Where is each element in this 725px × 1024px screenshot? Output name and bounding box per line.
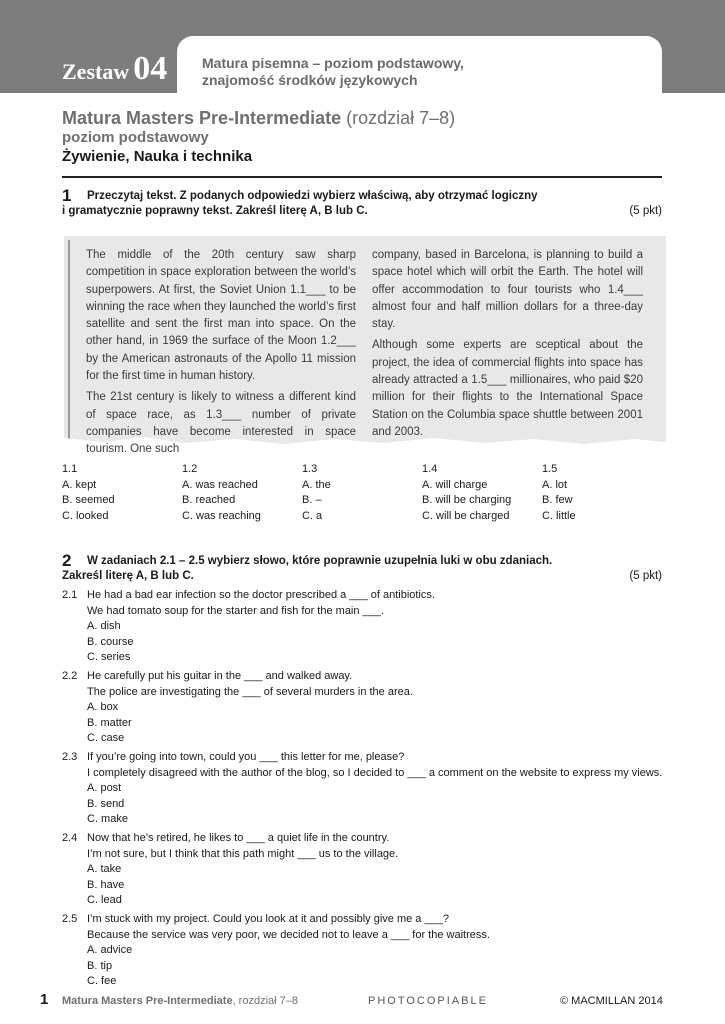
task1-number: 1 bbox=[62, 186, 72, 205]
choice-option-a[interactable]: A. was reached bbox=[182, 478, 258, 491]
question-sentence: If you’re going into town, could you ___ this letter for me, please? bbox=[87, 751, 405, 763]
set-label bbox=[62, 50, 167, 88]
task1-points: (5 pkt) bbox=[629, 205, 662, 217]
choice-option-c[interactable]: C. a bbox=[302, 509, 323, 522]
choice-group-1-5 bbox=[542, 462, 576, 524]
choice-option-c[interactable]: C. little bbox=[542, 509, 576, 522]
question-number: 2.5 bbox=[62, 913, 78, 925]
header-tab bbox=[177, 36, 662, 93]
set-word: Zestaw bbox=[62, 59, 130, 84]
question-2-1 bbox=[62, 588, 435, 666]
question-sentence: We had tomato soup for the starter and fish for the main ___. bbox=[87, 604, 384, 617]
task1-instruction-2: i gramatycznie poprawny tekst. Zakreśl literę A, B lub C. bbox=[62, 205, 368, 217]
question-sentence: I’m stuck with my project. Could you look at it and possibly give me a ___? bbox=[87, 913, 449, 925]
choice-option-c[interactable]: C. make bbox=[87, 813, 128, 825]
question-number: 2.3 bbox=[62, 751, 78, 763]
book-title: Matura Masters Pre-Intermediate bbox=[62, 108, 342, 128]
choice-option-b[interactable]: B. will be charging bbox=[422, 494, 512, 506]
choice-option-b[interactable]: B. matter bbox=[87, 716, 132, 729]
reading-paragraph: Although some experts are sceptical about the project, the idea of commercial flights into space has already attracted a 1.5___ millionaires, who paid $20 million for their flights to the International Space Station on the Columbia space shuttle between 2001 and 2003. bbox=[372, 339, 643, 438]
footer-book-title: Matura Masters Pre-Intermediate bbox=[62, 995, 233, 1007]
chapter-label: (rozdział 7–8) bbox=[346, 108, 456, 128]
page-number: 1 bbox=[40, 991, 49, 1008]
question-sentence: I’m not sure, but I think that this path might ___ us to the village. bbox=[87, 847, 399, 860]
choice-option-b[interactable]: B. seemed bbox=[62, 494, 115, 506]
choice-option-b[interactable]: B. send bbox=[87, 797, 125, 810]
choice-group-1-3 bbox=[302, 462, 331, 524]
reading-paragraph: The 21st century is likely to witness a different kind of space race, as 1.3___ number of private companies have become interested in space tourism. One such bbox=[86, 391, 356, 456]
choice-option-a[interactable]: A. kept bbox=[62, 478, 97, 491]
reading-paragraph: The middle of the 20th century saw sharp competition in space exploration between the world’s superpowers. At first, the Soviet Union 1.1___ to be winning the race when they launched the world’s first satellite and sent the first man into space. On the other hand, in 1969 the surface of the Moon 1.2___ by the American astronauts of the Apollo 11 mission for the first time in human history. bbox=[86, 249, 356, 383]
choice-option-a[interactable]: A. take bbox=[87, 863, 122, 875]
reading-column-left bbox=[86, 247, 356, 463]
question-sentence: He carefully put his guitar in the ___ and walked away. bbox=[87, 670, 353, 682]
header-tab-line2: znajomość środków językowych bbox=[202, 72, 418, 88]
choice-option-a[interactable]: A. the bbox=[302, 478, 331, 491]
choice-number: 1.2 bbox=[182, 463, 198, 475]
reading-paragraph: company, based in Barcelona, is planning to build a space hotel which will orbit the Earth. The hotel will offer accommodation to four tourists who 1.4___ almost four and half million dollars for a three-day stay. bbox=[372, 249, 643, 331]
choice-option-b[interactable]: B. have bbox=[87, 878, 125, 891]
question-sentence: The police are investigating the ___ of several murders in the area. bbox=[87, 685, 413, 698]
header-tab-line1: Matura pisemna – poziom podstawowy, bbox=[202, 55, 464, 71]
topic-label: Żywienie, Nauka i technika bbox=[62, 148, 253, 165]
level-label: poziom podstawowy bbox=[62, 129, 209, 146]
choice-option-c[interactable]: C. lead bbox=[87, 894, 122, 906]
choice-option-a[interactable]: A. dish bbox=[87, 620, 121, 632]
choice-number: 1.1 bbox=[62, 463, 78, 475]
choice-number: 1.4 bbox=[422, 463, 438, 475]
copyright: © MACMILLAN 2014 bbox=[560, 995, 663, 1007]
photocopiable-label: PHOTOCOPIABLE bbox=[368, 995, 488, 1007]
choice-option-a[interactable]: A. advice bbox=[87, 944, 133, 956]
choice-group-1-1 bbox=[62, 462, 115, 524]
question-number: 2.4 bbox=[62, 832, 78, 844]
reading-column-right bbox=[372, 247, 643, 445]
task2-instruction-2: Zakreśl literę A, B lub C. bbox=[62, 570, 194, 582]
question-sentence: Now that he’s retired, he likes to ___ a quiet life in the country. bbox=[87, 832, 390, 844]
question-sentence: He had a bad ear infection so the doctor prescribed a ___ of antibiotics. bbox=[87, 589, 435, 601]
choice-group-1-2 bbox=[182, 462, 261, 524]
choice-option-c[interactable]: C. looked bbox=[62, 509, 109, 522]
choice-option-b[interactable]: B. course bbox=[87, 635, 134, 648]
choice-option-c[interactable]: C. was reaching bbox=[182, 509, 261, 522]
choice-option-a[interactable]: A. lot bbox=[542, 478, 568, 491]
footer-book bbox=[62, 995, 298, 1007]
choice-option-b[interactable]: B. reached bbox=[182, 494, 236, 506]
choice-number: 1.5 bbox=[542, 463, 558, 475]
choice-option-c[interactable]: C. series bbox=[87, 651, 131, 663]
choice-option-a[interactable]: A. post bbox=[87, 782, 122, 794]
choice-option-c[interactable]: C. case bbox=[87, 732, 125, 744]
choice-number: 1.3 bbox=[302, 463, 318, 475]
divider bbox=[62, 176, 662, 178]
question-2-5 bbox=[62, 912, 490, 990]
task1-instruction-1: Przeczytaj tekst. Z podanych odpowiedzi wybierz właściwą, aby otrzymać logiczny bbox=[87, 190, 538, 202]
question-2-4 bbox=[62, 831, 398, 909]
task2-instruction-1: W zadaniach 2.1 – 2.5 wybierz słowo, które poprawnie uzupełnia luki w obu zdaniach. bbox=[87, 555, 553, 567]
choice-option-a[interactable]: A. will charge bbox=[422, 478, 488, 491]
question-2-2 bbox=[62, 669, 413, 747]
question-number: 2.2 bbox=[62, 670, 78, 682]
task2-number: 2 bbox=[62, 551, 72, 570]
question-number: 2.1 bbox=[62, 589, 78, 601]
question-sentence: Because the service was very poor, we decided not to leave a ___ for the waitress. bbox=[87, 928, 490, 941]
page-title bbox=[62, 108, 455, 129]
task2-points: (5 pkt) bbox=[629, 570, 662, 582]
choice-option-a[interactable]: A. box bbox=[87, 701, 119, 713]
question-2-3 bbox=[62, 750, 662, 828]
choice-option-c[interactable]: C. will be charged bbox=[422, 509, 510, 522]
question-sentence: I completely disagreed with the author of the blog, so I decided to ___ a comment on the website to express my views. bbox=[87, 766, 663, 779]
choice-option-c[interactable]: C. fee bbox=[87, 975, 117, 987]
choice-option-b[interactable]: B. tip bbox=[87, 959, 113, 972]
choice-option-b[interactable]: B. few bbox=[542, 494, 573, 506]
footer-chapter: , rozdział 7–8 bbox=[232, 995, 298, 1007]
choice-option-b[interactable]: B. – bbox=[302, 494, 322, 506]
set-number: 04 bbox=[133, 50, 168, 87]
choice-group-1-4 bbox=[422, 462, 511, 524]
reading-text-box bbox=[64, 236, 666, 456]
